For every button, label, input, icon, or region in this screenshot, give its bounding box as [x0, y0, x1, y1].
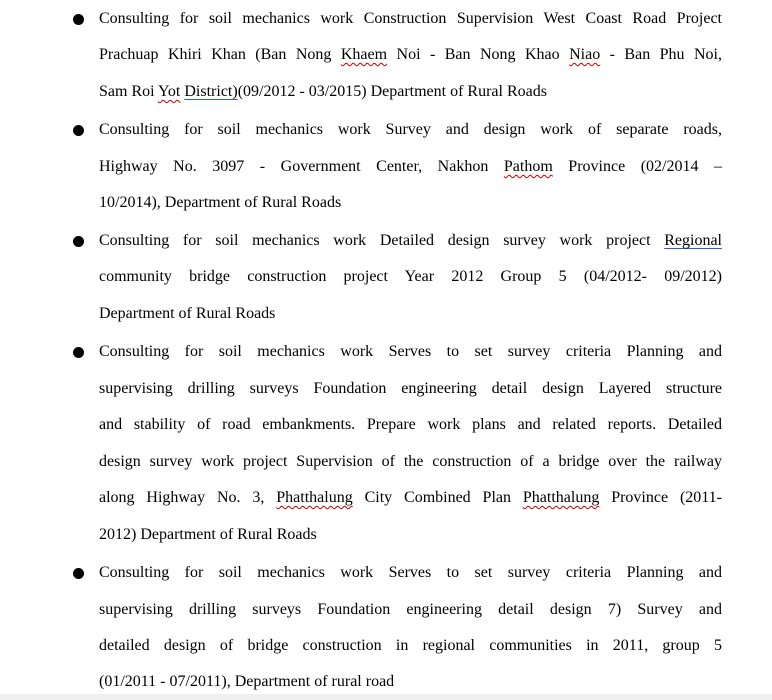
text-line[interactable]: Department of Rural Roads: [99, 305, 276, 322]
text-line[interactable]: community bridge construction project Year 2012 Group 5 (04/2012- 09/2012): [99, 268, 722, 285]
bullet-icon: [73, 14, 84, 25]
text-line[interactable]: (01/2011 - 07/2011), Department of rural road: [99, 673, 395, 690]
text-line[interactable]: along Highway No. 3, Phatthalung City Combined Plan Phatthalung Province (2011-: [99, 489, 722, 506]
text-line[interactable]: Prachuap Khiri Khan (Ban Nong Khaem Noi - Ban Nong Khao Niao - Ban Phu Noi,: [99, 46, 723, 63]
text-line[interactable]: 10/2014), Department of Rural Roads: [99, 194, 342, 211]
bullet-icon: [73, 125, 84, 136]
text-line[interactable]: Highway No. 3097 - Government Center, Nakhon Pathom Province (02/2014 –: [99, 158, 722, 175]
text-line[interactable]: 2012) Department of Rural Roads: [99, 526, 317, 543]
text-line[interactable]: Sam Roi Yot District)(09/2012 - 03/2015) Department of Rural Roads: [99, 83, 547, 100]
text-line[interactable]: and stability of road embankments. Prepare work plans and related reports. Detailed: [99, 416, 722, 433]
page-bottom-edge: [0, 694, 772, 700]
text-line[interactable]: Consulting for soil mechanics work Construction Supervision West Coast Road Project: [99, 10, 722, 27]
text-line[interactable]: Consulting for soil mechanics work Serves to set survey criteria Planning and: [99, 343, 722, 360]
text-line[interactable]: Consulting for soil mechanics work Serves to set survey criteria Planning and: [99, 564, 722, 581]
text-line[interactable]: supervising drilling surveys Foundation engineering detail design 7) Survey and: [99, 601, 722, 618]
bullet-icon: [73, 236, 84, 247]
bullet-icon: [73, 347, 84, 358]
text-line[interactable]: design survey work project Supervision of the construction of a bridge over the railway: [99, 453, 722, 470]
text-line[interactable]: Consulting for soil mechanics work Survey and design work of separate roads,: [99, 121, 722, 138]
bullet-icon: [73, 568, 84, 579]
text-line[interactable]: Consulting for soil mechanics work Detailed design survey work project Regional: [99, 232, 722, 249]
text-line[interactable]: supervising drilling surveys Foundation engineering detail design Layered structure: [99, 380, 722, 397]
text-line[interactable]: detailed design of bridge construction in regional communities in 2011, group 5: [99, 637, 722, 654]
